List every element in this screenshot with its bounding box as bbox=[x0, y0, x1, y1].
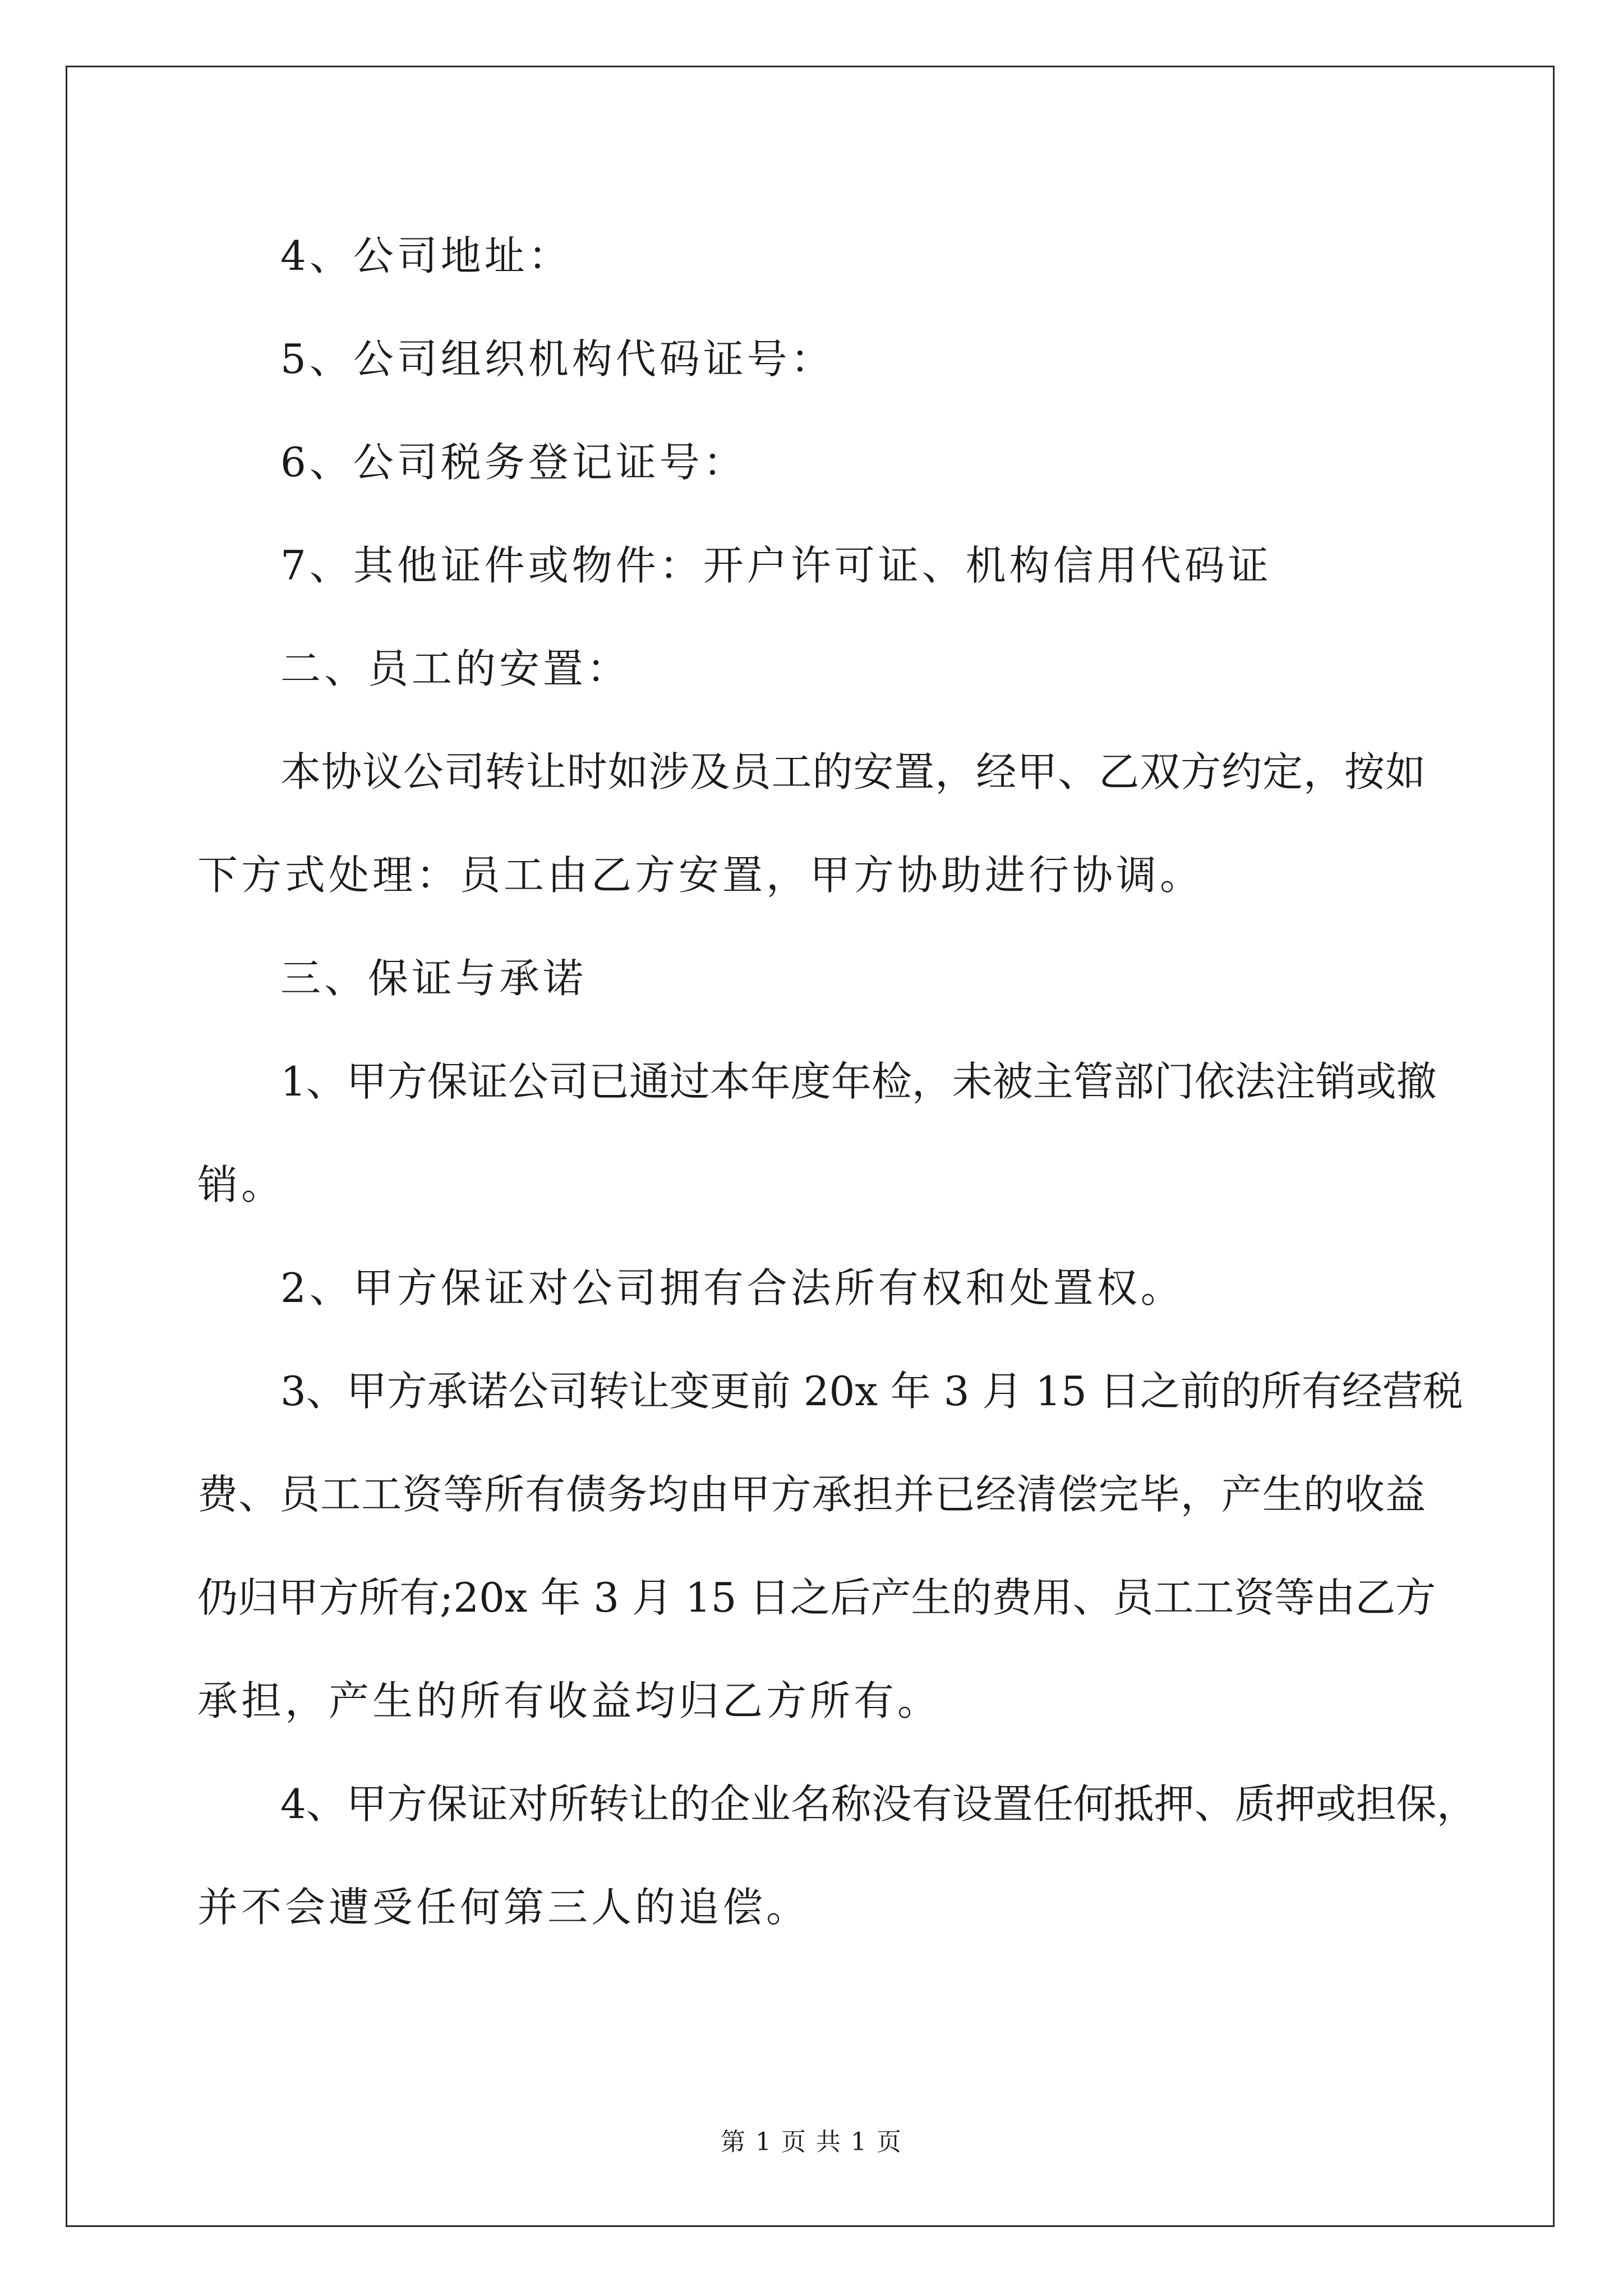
paragraph-line: 下方式处理：员工由乙方安置，甲方协助进行协调。 bbox=[197, 852, 1204, 899]
paragraph-line: 并不会遭受任何第三人的追偿。 bbox=[197, 1884, 810, 1931]
paragraph-line: 2、甲方保证对公司拥有合法所有权和处置权。 bbox=[280, 1264, 1184, 1312]
paragraph-line: 仍归甲方所有;20x 年 3 月 15 日之后产生的费用、员工工资等由乙方 bbox=[197, 1574, 1436, 1621]
paragraph-line: 本协议公司转让时如涉及员工的安置，经甲、乙双方约定，按如 bbox=[280, 748, 1426, 795]
page-number-footer: 第 1 页 共 1 页 bbox=[721, 2128, 902, 2156]
item-tax-registration: 6、公司税务登记证号： bbox=[280, 439, 747, 486]
paragraph-line: 承担，产生的所有收益均归乙方所有。 bbox=[197, 1677, 942, 1724]
section-heading-staff: 二、员工的安置： bbox=[280, 645, 631, 692]
item-other-documents: 7、其他证件或物件：开户许可证、机构信用代码证 bbox=[280, 542, 1272, 589]
section-heading-guarantee: 三、保证与承诺 bbox=[280, 955, 587, 1002]
paragraph-line: 销。 bbox=[197, 1161, 285, 1208]
paragraph-line: 4、甲方保证对所转让的企业名称没有设置任何抵押、质押或担保， bbox=[280, 1780, 1477, 1828]
paragraph-line: 1、甲方保证公司已通过本年度年检，未被主管部门依法注销或撤 bbox=[280, 1058, 1437, 1105]
paragraph-line: 3、甲方承诺公司转让变更前 20x 年 3 月 15 日之前的所有经营税 bbox=[280, 1368, 1463, 1415]
paragraph-line: 费、员工工资等所有债务均由甲方承担并已经清偿完毕，产生的收益 bbox=[197, 1471, 1426, 1518]
item-company-address: 4、公司地址： bbox=[280, 232, 572, 279]
item-org-code: 5、公司组织机构代码证号： bbox=[280, 335, 834, 383]
